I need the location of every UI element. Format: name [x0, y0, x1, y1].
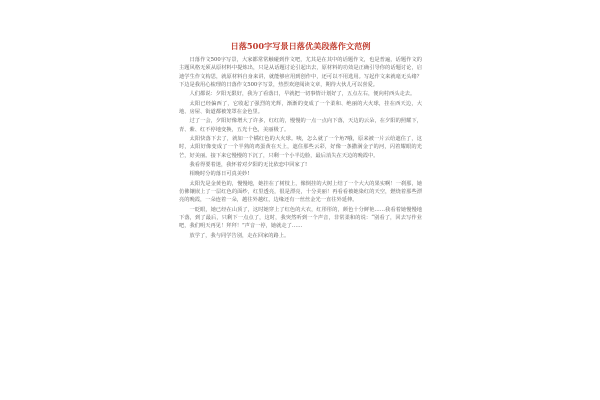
paragraph: 我看得要着迷，我怀着对夕阳的无比依恋中回家了! — [189, 161, 308, 168]
paragraph: 相晚时分的落日可真美妙! — [189, 171, 250, 178]
document-body — [179, 40, 422, 241]
paragraph: 人们都说：夕阳无限好，我为了看落日，早就把一切事情计划好了，五点左右，便向村西头走去。 — [189, 91, 416, 98]
paragraph: 过了一会，夕阳好像增大了许多，红红的，慢慢的一点一点向下落，天边的云朵，在夕阳的照耀下，青、紫、红不停地变换，五光十色，美丽极了。 — [179, 118, 422, 133]
paragraph: 一眨眼，她已经在山顶了，这时她穿上了红色的大衣，红彤彤的，颜色十分鲜艳……我看着她慢慢地下落，到了最后，只剩下一点点了，这时，我突然听到一个声音，非常柔和的说：“别看了，回去写作业吧，我们明天再见！拜拜！”声音一停，她就走了…… — [179, 206, 422, 230]
paragraph: 太阳快落下去了，就如一个橘红色的大火球。咦，怎么就了一个角?哦，原来被一片云给遮住了，这时，太阳好像变成了一个半熟的鸡蛋黄在天上，遮住那些云彩，好像一条撒满金子的河，闪着耀眼的光芒，好美丽。接下来它慢慢的下沉了，只剩一个小半边脸，最后消失在天边的晚霞中。 — [179, 136, 422, 159]
paragraph: 日落作文500字写景，大家都常常触碰到作文吧，尤其是在其中的话题作文，也是普遍，话题作文的主题风格无须从原材料中提炼出，只是从话题讨论引起出去，原材料的功效是正确引导你的话题讨论，启迪学生作文构思，就原材料自身来讲，就能够应用到创作中，还可以不用选用。写起作文来就毫无头绪？下边是我用心梳理的日落作文500字写景，热烈欢迎阅读文章，期待大伙儿可以喜爱。 — [179, 57, 422, 88]
paragraph: 放学了，我与同学告别，走在回家的路上。 — [189, 232, 290, 239]
paragraph: 太阳先是金黄色的，慢慢地，她挂在了树枝上，像倒挂的大树上结了一个大大的果实啊！一刹那，她仿佛镶嵌上了一层红色的面纱，红里透亮，很是漂亮，十分美丽！再看看被她染红的天空，燃烧着那些漂亮的晚霞，一朵连着一朵，越往外越红，边缘还有一丝丝金光一直往外延伸。 — [179, 180, 422, 204]
paragraph: 太阳已经偏西了，它收起了强烈的光辉，渐渐的变成了一个柔和、绝丽的大火球，挂在西天边，大地、房屋、街道都被笼罩在金色里。 — [179, 100, 422, 115]
document-title: 日落500字写景日落优美段落作文范例 — [230, 41, 371, 51]
